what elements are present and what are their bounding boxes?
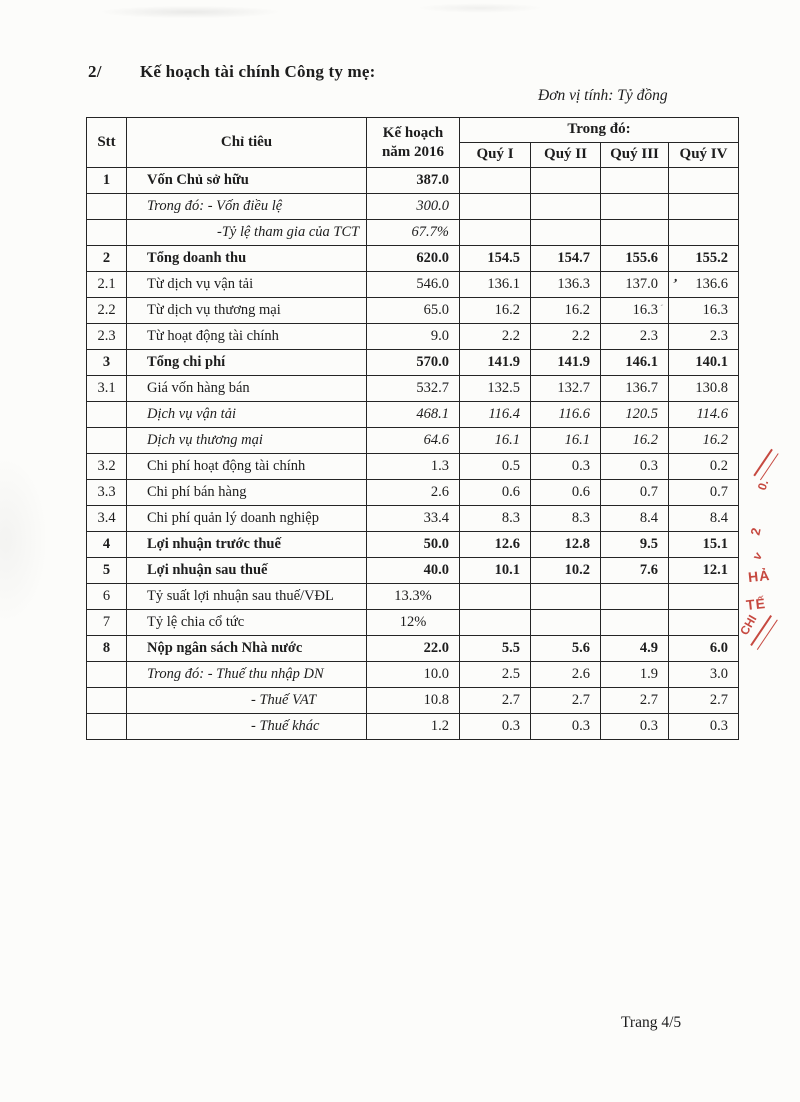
table-row: [87, 584, 739, 610]
stamp-text: 2: [747, 526, 764, 537]
cell-stt: 3.2: [87, 454, 127, 480]
cell-plan: 64.6: [367, 428, 460, 454]
cell-label: Chi phí quản lý doanh nghiệp: [127, 506, 367, 532]
cell-quarter-3: 2.7: [601, 688, 669, 714]
cell-quarter-2: [531, 168, 601, 194]
table-row: [87, 298, 739, 324]
cell-quarter-1: 141.9: [460, 350, 531, 376]
cell-stt: [87, 402, 127, 428]
cell-stt: 3.1: [87, 376, 127, 402]
table-row: [87, 506, 739, 532]
cell-quarter-4: 8.4: [669, 506, 739, 532]
cell-quarter-1: 16.1: [460, 428, 531, 454]
cell-plan: 2.6: [367, 480, 460, 506]
header-row-1: [87, 118, 739, 143]
cell-quarter-1: 16.2: [460, 298, 531, 324]
cell-plan: 10.8: [367, 688, 460, 714]
cell-quarter-3: 155.6: [601, 246, 669, 272]
cell-stt: 7: [87, 610, 127, 636]
cell-plan: 300.0: [367, 194, 460, 220]
cell-quarter-4: 136.6: [669, 272, 739, 298]
cell-plan: 1.2: [367, 714, 460, 740]
cell-stt: 6: [87, 584, 127, 610]
stamp-text: HẢ: [747, 566, 772, 586]
cell-quarter-1: 12.6: [460, 532, 531, 558]
stamp-line-icon: [750, 615, 778, 650]
cell-quarter-3: 0.3: [601, 714, 669, 740]
table-row: [87, 220, 739, 246]
cell-stt: 3: [87, 350, 127, 376]
cell-stt: [87, 688, 127, 714]
cell-quarter-1: [460, 194, 531, 220]
cell-quarter-2: 136.3: [531, 272, 601, 298]
cell-quarter-4: 155.2: [669, 246, 739, 272]
cell-stt: [87, 662, 127, 688]
cell-quarter-3: 2.3: [601, 324, 669, 350]
cell-stt: [87, 428, 127, 454]
cell-quarter-4: 16.2: [669, 428, 739, 454]
cell-plan: 13.3%: [367, 584, 460, 610]
cell-quarter-4: 0.7: [669, 480, 739, 506]
table-row: [87, 194, 739, 220]
col-header-ke-hoach: Kế hoạch năm 2016: [367, 118, 460, 168]
cell-label: Chi phí hoạt động tài chính: [127, 454, 367, 480]
cell-quarter-1: 10.1: [460, 558, 531, 584]
cell-label: Tổng doanh thu: [127, 246, 367, 272]
table-row: [87, 454, 739, 480]
cell-quarter-2: [531, 610, 601, 636]
table-row: [87, 662, 739, 688]
cell-quarter-3: [601, 220, 669, 246]
cell-quarter-2: [531, 584, 601, 610]
cell-quarter-2: 0.3: [531, 714, 601, 740]
cell-plan: 1.3: [367, 454, 460, 480]
cell-quarter-1: [460, 168, 531, 194]
cell-quarter-4: [669, 610, 739, 636]
cell-quarter-3: 9.5: [601, 532, 669, 558]
cell-label: - Thuế VAT: [127, 688, 367, 714]
cell-quarter-1: 2.7: [460, 688, 531, 714]
cell-label: - Thuế khác: [127, 714, 367, 740]
cell-quarter-1: [460, 220, 531, 246]
cell-quarter-4: [669, 584, 739, 610]
cell-label: Dịch vụ vận tải: [127, 402, 367, 428]
unit-note: Đơn vị tính: Tỷ đồng: [538, 87, 668, 104]
cell-label: Vốn Chủ sở hữu: [127, 168, 367, 194]
table-row: [87, 376, 739, 402]
table-row: [87, 480, 739, 506]
stamp-line-icon: [753, 449, 778, 481]
cell-quarter-3: 7.6: [601, 558, 669, 584]
table-row: [87, 688, 739, 714]
cell-quarter-2: 16.2: [531, 298, 601, 324]
cell-quarter-2: 2.7: [531, 688, 601, 714]
cell-plan: 22.0: [367, 636, 460, 662]
col-header-quy-3: Quý III: [601, 143, 669, 168]
section-title: [88, 62, 376, 82]
cell-quarter-1: [460, 584, 531, 610]
cell-quarter-1: 8.3: [460, 506, 531, 532]
cell-quarter-2: [531, 220, 601, 246]
cell-plan: 40.0: [367, 558, 460, 584]
financial-plan-table: [86, 117, 739, 740]
cell-quarter-2: 154.7: [531, 246, 601, 272]
cell-label: Từ hoạt động tài chính: [127, 324, 367, 350]
cell-quarter-1: 5.5: [460, 636, 531, 662]
cell-label: -Tỷ lệ tham gia của TCT: [127, 220, 367, 246]
cell-stt: 4: [87, 532, 127, 558]
cell-quarter-4: [669, 168, 739, 194]
cell-label: Trong đó: - Thuế thu nhập DN: [127, 662, 367, 688]
cell-quarter-4: 16.3: [669, 298, 739, 324]
cell-stt: 2: [87, 246, 127, 272]
cell-quarter-1: 2.2: [460, 324, 531, 350]
red-stamp-fragment: [736, 446, 796, 646]
cell-quarter-3: 16.2: [601, 428, 669, 454]
table-row: [87, 246, 739, 272]
cell-quarter-2: 16.1: [531, 428, 601, 454]
col-header-trong-do: Trong đó:: [460, 118, 739, 143]
handwritten-tick-mark: ˊ: [657, 302, 665, 316]
table-row: [87, 428, 739, 454]
cell-stt: 5: [87, 558, 127, 584]
cell-label: Lợi nhuận sau thuế: [127, 558, 367, 584]
cell-quarter-2: [531, 194, 601, 220]
cell-quarter-4: 140.1: [669, 350, 739, 376]
cell-quarter-2: 0.6: [531, 480, 601, 506]
col-header-quy-2: Quý II: [531, 143, 601, 168]
cell-quarter-3: 4.9: [601, 636, 669, 662]
stamp-text: v: [749, 549, 766, 563]
table-header: [87, 118, 739, 168]
cell-plan: 12%: [367, 610, 460, 636]
cell-quarter-4: 130.8: [669, 376, 739, 402]
cell-stt: [87, 714, 127, 740]
cell-quarter-3: 1.9: [601, 662, 669, 688]
cell-quarter-4: 3.0: [669, 662, 739, 688]
cell-quarter-2: 0.3: [531, 454, 601, 480]
cell-quarter-1: 2.5: [460, 662, 531, 688]
cell-quarter-3: 0.7: [601, 480, 669, 506]
cell-plan: 546.0: [367, 272, 460, 298]
cell-quarter-4: 6.0: [669, 636, 739, 662]
cell-quarter-4: 15.1: [669, 532, 739, 558]
cell-quarter-2: 8.3: [531, 506, 601, 532]
cell-quarter-2: 116.6: [531, 402, 601, 428]
cell-stt: 3.4: [87, 506, 127, 532]
cell-quarter-2: 2.2: [531, 324, 601, 350]
cell-quarter-4: 0.2: [669, 454, 739, 480]
cell-plan: 620.0: [367, 246, 460, 272]
cell-plan: 570.0: [367, 350, 460, 376]
cell-quarter-3: 136.7: [601, 376, 669, 402]
cell-label: Trong đó: - Vốn điều lệ: [127, 194, 367, 220]
handwritten-tick-mark: ʼ: [670, 276, 679, 293]
cell-label: Tỷ lệ chia cổ tức: [127, 610, 367, 636]
table-row: [87, 350, 739, 376]
cell-plan: 33.4: [367, 506, 460, 532]
cell-quarter-2: 132.7: [531, 376, 601, 402]
cell-label: Nộp ngân sách Nhà nước: [127, 636, 367, 662]
cell-quarter-1: [460, 610, 531, 636]
cell-plan: 468.1: [367, 402, 460, 428]
cell-stt: 2.2: [87, 298, 127, 324]
table-row: [87, 636, 739, 662]
cell-stt: [87, 194, 127, 220]
cell-label: Từ dịch vụ thương mại: [127, 298, 367, 324]
cell-label: Chi phí bán hàng: [127, 480, 367, 506]
cell-quarter-3: 120.5: [601, 402, 669, 428]
cell-stt: [87, 220, 127, 246]
cell-quarter-1: 0.6: [460, 480, 531, 506]
cell-quarter-1: 0.3: [460, 714, 531, 740]
cell-quarter-2: 141.9: [531, 350, 601, 376]
cell-label: Tổng chi phí: [127, 350, 367, 376]
cell-quarter-2: 10.2: [531, 558, 601, 584]
cell-label: Dịch vụ thương mại: [127, 428, 367, 454]
cell-quarter-2: 5.6: [531, 636, 601, 662]
table-row: [87, 324, 739, 350]
cell-quarter-3: 8.4: [601, 506, 669, 532]
table-row: [87, 610, 739, 636]
col-header-quy-4: Quý IV: [669, 143, 739, 168]
cell-label: Từ dịch vụ vận tải: [127, 272, 367, 298]
cell-quarter-1: 136.1: [460, 272, 531, 298]
cell-quarter-1: 0.5: [460, 454, 531, 480]
cell-quarter-3: [601, 194, 669, 220]
col-header-chi-tieu: Chỉ tiêu: [127, 118, 367, 168]
col-header-quy-1: Quý I: [460, 143, 531, 168]
table-row: [87, 532, 739, 558]
cell-quarter-1: 154.5: [460, 246, 531, 272]
table-row: [87, 558, 739, 584]
cell-stt: 8: [87, 636, 127, 662]
cell-quarter-4: 2.7: [669, 688, 739, 714]
cell-stt: 1: [87, 168, 127, 194]
cell-quarter-3: 16.3: [601, 298, 669, 324]
cell-stt: 2.1: [87, 272, 127, 298]
cell-quarter-2: 12.8: [531, 532, 601, 558]
cell-stt: 3.3: [87, 480, 127, 506]
cell-label: Tỷ suất lợi nhuận sau thuế/VĐL: [127, 584, 367, 610]
cell-quarter-3: 146.1: [601, 350, 669, 376]
cell-quarter-3: [601, 610, 669, 636]
cell-quarter-4: 114.6: [669, 402, 739, 428]
cell-plan: 50.0: [367, 532, 460, 558]
col-header-stt: Stt: [87, 118, 127, 168]
cell-quarter-4: 2.3: [669, 324, 739, 350]
table-row: [87, 714, 739, 740]
cell-quarter-4: 12.1: [669, 558, 739, 584]
stamp-text: 0.: [754, 478, 772, 492]
table-row: [87, 272, 739, 298]
page-number: Trang 4/5: [621, 1014, 682, 1031]
cell-quarter-4: [669, 194, 739, 220]
section-title-text: Kế hoạch tài chính Công ty mẹ:: [140, 62, 376, 81]
cell-plan: 387.0: [367, 168, 460, 194]
cell-plan: 65.0: [367, 298, 460, 324]
section-number: 2/: [88, 62, 102, 81]
cell-quarter-1: 116.4: [460, 402, 531, 428]
cell-quarter-3: [601, 584, 669, 610]
cell-plan: 532.7: [367, 376, 460, 402]
cell-plan: 9.0: [367, 324, 460, 350]
cell-quarter-3: 137.0: [601, 272, 669, 298]
table-body: [87, 168, 739, 740]
cell-plan: 10.0: [367, 662, 460, 688]
cell-plan: 67.7%: [367, 220, 460, 246]
cell-label: Lợi nhuận trước thuế: [127, 532, 367, 558]
stamp-text: TẾ: [745, 595, 767, 613]
stamp-text: CHI: [737, 612, 760, 638]
cell-quarter-4: [669, 220, 739, 246]
cell-quarter-3: [601, 168, 669, 194]
cell-quarter-4: 0.3: [669, 714, 739, 740]
cell-quarter-3: 0.3: [601, 454, 669, 480]
cell-quarter-1: 132.5: [460, 376, 531, 402]
table-row: [87, 402, 739, 428]
table-row: [87, 168, 739, 194]
cell-label: Giá vốn hàng bán: [127, 376, 367, 402]
cell-quarter-2: 2.6: [531, 662, 601, 688]
cell-stt: 2.3: [87, 324, 127, 350]
